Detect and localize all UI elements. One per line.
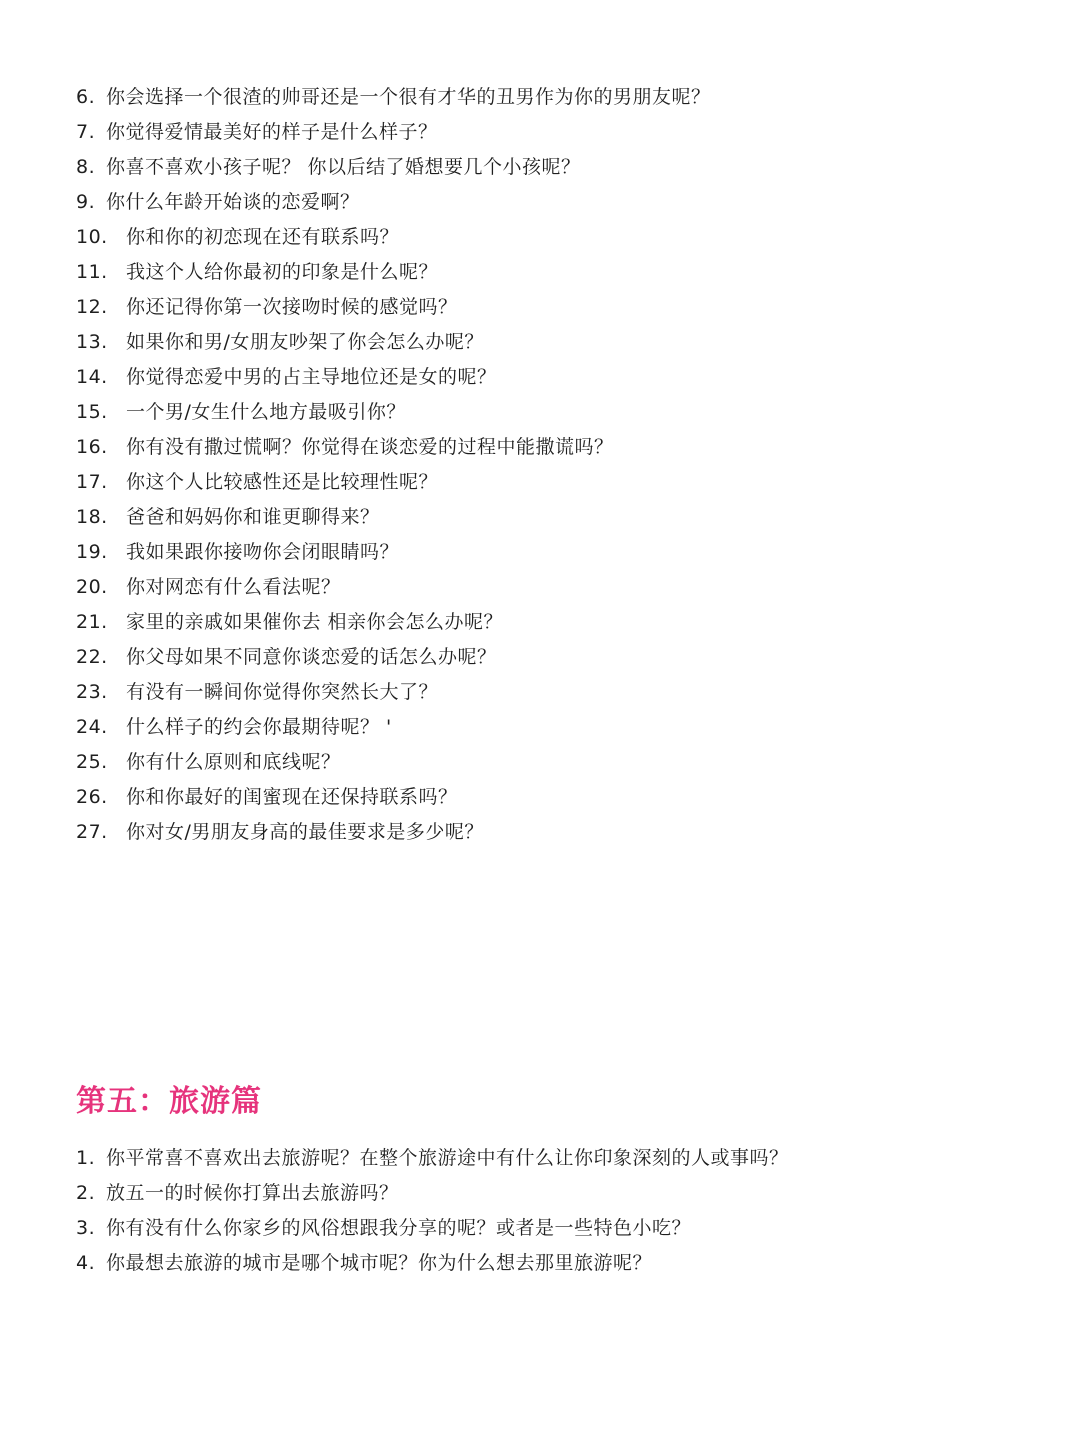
question-item bbox=[76, 675, 711, 710]
question-number: 13. bbox=[76, 331, 108, 353]
question-item bbox=[76, 815, 711, 850]
question-item bbox=[76, 150, 711, 185]
question-text: 你平常喜不喜欢出去旅游呢？在整个旅游途中有什么让你印象深刻的人或事吗？ bbox=[106, 1147, 789, 1169]
travel-question-list bbox=[76, 1141, 789, 1281]
question-number: 9. bbox=[76, 191, 96, 213]
question-text: 一个男/女生什么地方最吸引你？ bbox=[126, 401, 406, 423]
question-item bbox=[76, 325, 711, 360]
question-number: 3. bbox=[76, 1217, 96, 1239]
question-item bbox=[76, 640, 711, 675]
question-number: 7. bbox=[76, 121, 96, 143]
question-number: 19. bbox=[76, 541, 108, 563]
question-text: 你对网恋有什么看法呢？ bbox=[126, 576, 341, 598]
question-text: 你会选择一个很渣的帅哥还是一个很有才华的丑男作为你的男朋友呢？ bbox=[106, 86, 711, 108]
question-number: 20. bbox=[76, 576, 108, 598]
question-item bbox=[76, 465, 711, 500]
question-number: 10. bbox=[76, 226, 108, 248]
question-text: 你和你最好的闺蜜现在还保持联系吗？ bbox=[126, 786, 458, 808]
question-text: 你觉得恋爱中男的占主导地位还是女的呢？ bbox=[126, 366, 497, 388]
question-text: 我这个人给你最初的印象是什么呢？ bbox=[126, 261, 439, 283]
question-item bbox=[76, 255, 711, 290]
question-item bbox=[76, 360, 711, 395]
question-number: 25. bbox=[76, 751, 108, 773]
question-item bbox=[76, 1246, 789, 1281]
question-item bbox=[76, 1176, 789, 1211]
question-text: 家里的亲戚如果催你去 相亲你会怎么办呢？ bbox=[126, 611, 504, 633]
question-item bbox=[76, 535, 711, 570]
question-number: 2. bbox=[76, 1182, 96, 1204]
question-number: 24. bbox=[76, 716, 108, 738]
question-text: 你这个人比较感性还是比较理性呢？ bbox=[126, 471, 439, 493]
question-number: 16. bbox=[76, 436, 108, 458]
question-item bbox=[76, 115, 711, 150]
question-item bbox=[76, 605, 711, 640]
question-item bbox=[76, 570, 711, 605]
question-text: 你最想去旅游的城市是哪个城市呢？你为什么想去那里旅游呢？ bbox=[106, 1252, 653, 1274]
question-number: 22. bbox=[76, 646, 108, 668]
section-title-travel: 第五：旅游篇 bbox=[76, 1084, 262, 1119]
question-number: 1. bbox=[76, 1147, 96, 1169]
question-item bbox=[76, 780, 711, 815]
question-item bbox=[76, 500, 711, 535]
question-text: 你觉得爱情最美好的样子是什么样子？ bbox=[106, 121, 438, 143]
question-text: 你父母如果不同意你谈恋爱的话怎么办呢？ bbox=[126, 646, 497, 668]
question-text: 你有什么原则和底线呢？ bbox=[126, 751, 341, 773]
question-item bbox=[76, 80, 711, 115]
question-number: 11. bbox=[76, 261, 108, 283]
relationship-question-list bbox=[76, 80, 711, 850]
question-text: 如果你和男/女朋友吵架了你会怎么办呢？ bbox=[126, 331, 484, 353]
question-item bbox=[76, 185, 711, 220]
question-number: 14. bbox=[76, 366, 108, 388]
question-item bbox=[76, 710, 711, 745]
question-number: 23. bbox=[76, 681, 108, 703]
question-number: 18. bbox=[76, 506, 108, 528]
question-item bbox=[76, 1141, 789, 1176]
question-number: 4. bbox=[76, 1252, 96, 1274]
question-item bbox=[76, 430, 711, 465]
question-text: 什么样子的约会你最期待呢？ ' bbox=[126, 716, 392, 738]
question-text: 我如果跟你接吻你会闭眼睛吗？ bbox=[126, 541, 400, 563]
question-item bbox=[76, 290, 711, 325]
question-text: 你有没有撒过慌啊？你觉得在谈恋爱的过程中能撒谎吗？ bbox=[126, 436, 614, 458]
question-text: 你对女/男朋友身高的最佳要求是多少呢？ bbox=[126, 821, 484, 843]
question-number: 12. bbox=[76, 296, 108, 318]
question-text: 放五一的时候你打算出去旅游吗？ bbox=[106, 1182, 399, 1204]
question-text: 你和你的初恋现在还有联系吗？ bbox=[126, 226, 400, 248]
question-number: 17. bbox=[76, 471, 108, 493]
question-number: 21. bbox=[76, 611, 108, 633]
question-number: 26. bbox=[76, 786, 108, 808]
question-text: 你有没有什么你家乡的风俗想跟我分享的呢？或者是一些特色小吃？ bbox=[106, 1217, 692, 1239]
question-item bbox=[76, 1211, 789, 1246]
question-item bbox=[76, 220, 711, 255]
question-number: 15. bbox=[76, 401, 108, 423]
question-text: 爸爸和妈妈你和谁更聊得来？ bbox=[126, 506, 380, 528]
question-text: 你什么年龄开始谈的恋爱啊？ bbox=[106, 191, 360, 213]
question-text: 你喜不喜欢小孩子呢？ 你以后结了婚想要几个小孩呢？ bbox=[106, 156, 581, 178]
question-item bbox=[76, 395, 711, 430]
question-item bbox=[76, 745, 711, 780]
question-number: 27. bbox=[76, 821, 108, 843]
question-number: 6. bbox=[76, 86, 96, 108]
question-text: 有没有一瞬间你觉得你突然长大了？ bbox=[126, 681, 439, 703]
question-text: 你还记得你第一次接吻时候的感觉吗？ bbox=[126, 296, 458, 318]
question-number: 8. bbox=[76, 156, 96, 178]
